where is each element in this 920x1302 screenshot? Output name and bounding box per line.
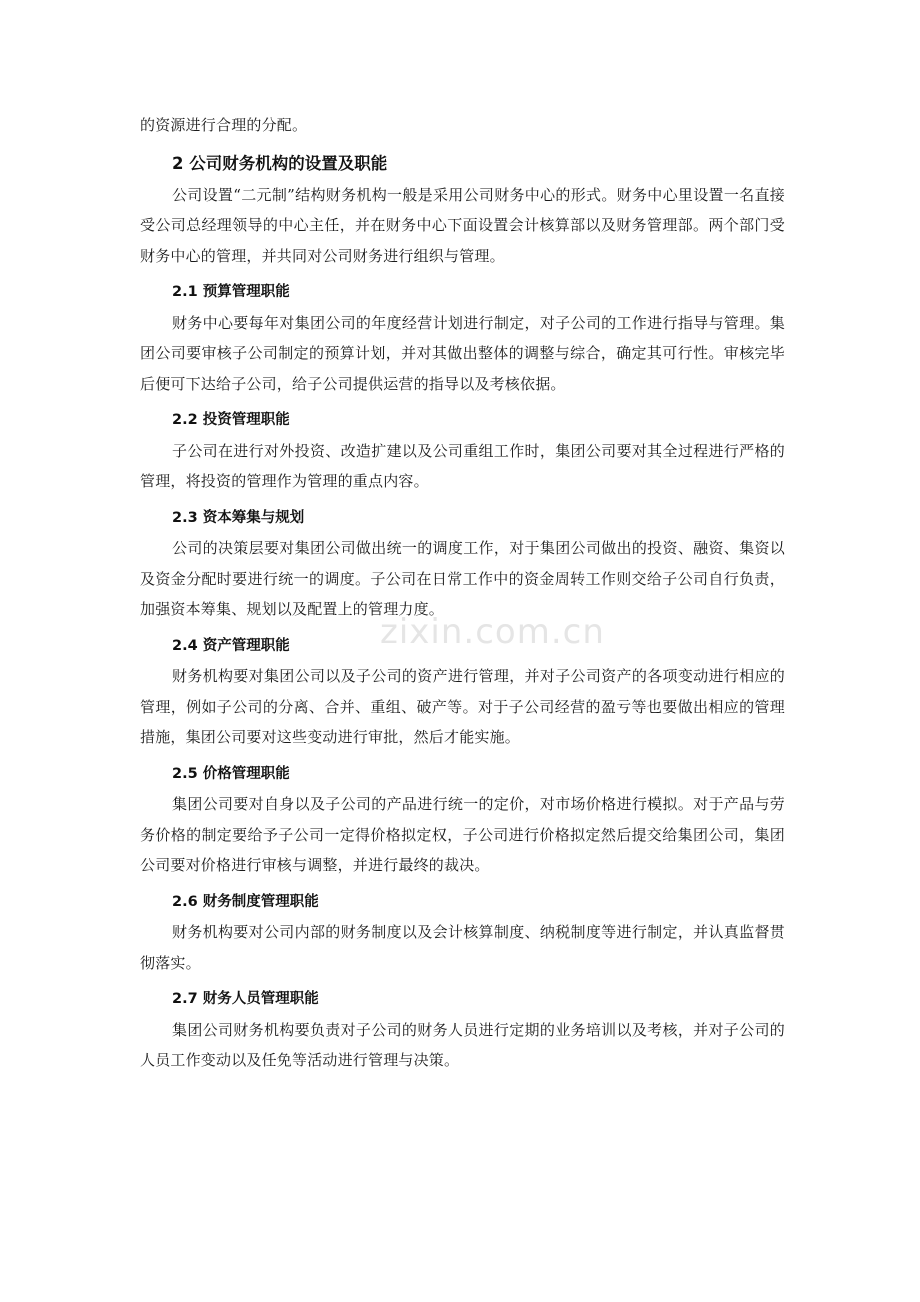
subsection-paragraph-2-1: 财务中心要每年对集团公司的年度经营计划进行制定，对子公司的工作进行指导与管理。集团公司要审核子公司制定的预算计划，并对其做出整体的调整与综合，确定其可行性。审核完毕后便可下达给子公司，给子公司提供运营的指导以及考核依据。 bbox=[140, 313, 785, 393]
watermark-text: zixin.com.cn bbox=[380, 612, 605, 652]
subsection-heading-2-4: 2.4 资产管理职能 bbox=[172, 637, 290, 654]
subsection-paragraph-2-7: 集团公司财务机构要负责对子公司的财务人员进行定期的业务培训以及考核，并对子公司的人员工作变动以及任免等活动进行管理与决策。 bbox=[140, 1020, 785, 1069]
subsection-paragraph-2-3: 公司的决策层要对集团公司做出统一的调度工作，对于集团公司做出的投资、融资、集资以及资金分配时要进行统一的调度。子公司在日常工作中的资金周转工作则交给子公司自行负责，加强资本筹集、规划以及配置上的管理力度。 bbox=[140, 539, 785, 618]
subsection-heading-2-3: 2.3 资本筹集与规划 bbox=[172, 509, 305, 526]
subsection-heading-2-2: 2.2 投资管理职能 bbox=[172, 412, 290, 428]
subsection-heading-2-5: 2.5 价格管理职能 bbox=[172, 765, 290, 782]
intro-paragraph: 的资源进行合理的分配。 bbox=[140, 116, 308, 134]
document-body bbox=[140, 110, 785, 1076]
section-heading-2: 2 公司财务机构的设置及职能 bbox=[172, 153, 388, 173]
subsection-heading-2-6: 2.6 财务制度管理职能 bbox=[172, 893, 319, 910]
section-paragraph-2: 公司设置“二元制”结构财务机构一般是采用公司财务中心的形式。财务中心里设置一名直接受公司总经理领导的中心主任，并在财务中心下面设置会计核算部以及财务管理部。两个部门受财务中心的管理，并共同对公司财务进行组织与管理。 bbox=[140, 185, 785, 265]
subsection-paragraph-2-2: 子公司在进行对外投资、改造扩建以及公司重组工作时，集团公司要对其全过程进行严格的管理，将投资的管理作为管理的重点内容。 bbox=[140, 441, 785, 490]
subsection-paragraph-2-4: 财务机构要对集团公司以及子公司的资产进行管理，并对子公司资产的各项变动进行相应的管理，例如子公司的分离、合并、重组、破产等。对于子公司经营的盈亏等也要做出相应的管理措施，集团公司要对这些变动进行审批，然后才能实施。 bbox=[140, 667, 785, 746]
subsection-paragraph-2-5: 集团公司要对自身以及子公司的产品进行统一的定价，对市场价格进行模拟。对于产品与劳务价格的制定要给予子公司一定得价格拟定权，子公司进行价格拟定然后提交给集团公司，集团公司要对价格进行审核与调整，并进行最终的裁决。 bbox=[140, 795, 785, 874]
subsection-paragraph-2-6: 财务机构要对公司内部的财务制度以及会计核算制度、纳税制度等进行制定，并认真监督贯彻落实。 bbox=[140, 923, 785, 972]
subsection-heading-2-1: 2.1 预算管理职能 bbox=[172, 284, 290, 300]
subsection-heading-2-7: 2.7 财务人员管理职能 bbox=[172, 991, 319, 1007]
